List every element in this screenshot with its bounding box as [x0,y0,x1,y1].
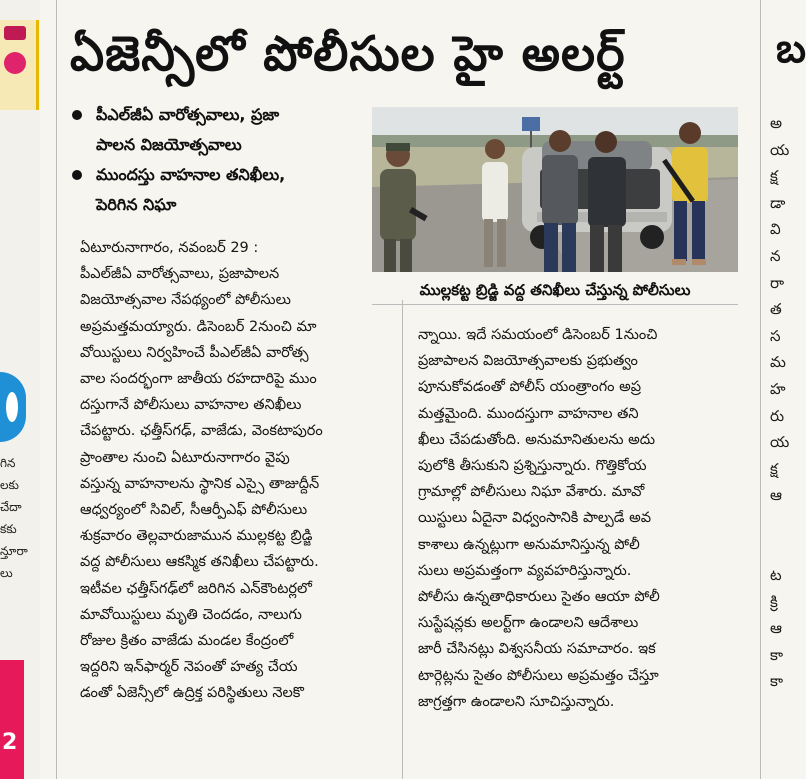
bullet-dot-icon [72,170,82,180]
column-rule-right [760,0,761,779]
article-body-column-1: ఏటూరునాగారం, నవంబర్ 29 : పీఎల్‌జీఏ వారోత్సవాలు, ప్రజాపాలన విజయోత్సవాల నేపథ్యంలో పోలీసులు అప్రమత్తమయ్యారు. డిసెంబర్ 2నుంచి మా వోయిస్టులు నిర్వహించే పీఎల్‌జీఏ వారోత్స వాల సందర్భంగా జాతీయ రహదారిపై ముం దస్తుగానే పోలీసులు వాహనాల తనిఖీలు చేపట్టారు. ఛత్తీస్‌గఢ్, వాజేడు, వెంకటాపురం ప్రాంతాల నుంచి ఏటూరునాగారం వైపు వస్తున్న వాహనాలను స్థానిక ఎస్సై తాజుద్దీన్ ఆధ్వర్యంలో సివిల్, సీఆర్పీఎఫ్ పోలీసులు శుక్రవారం తెల్లవారుజామున ముల్లకట్ట బ్రిడ్జి వద్ద పోలీసులు ఆకస్మిక తనిఖీలు చేపట్టారు. ఇటీవల ఛత్తీస్‌గఢ్‌లో జరిగిన ఎన్‌కౌంటర్లలో మావోయిస్టులు మృతి చెందడం, నాలుగు రోజుల క్రితం వాజేడు మండల కేంద్రంలో ఇద్దరిని ఇన్‌ఫార్మర్ నెపంతో హత్య చేయ డంతో ఏజెన్సీలో ఉద్రిక్త పరిస్థితులు నెలకొ [80,240,323,702]
bullet-text: ముందస్తు వాహనాల తనిఖీలు, పెరిగిన నిఘా [96,165,286,214]
photo-caption: ముల్లకట్ట బ్రిడ్జి వద్ద తనిఖీలు చేస్తున్న పోలీసులు [372,276,738,305]
article-body-column-2: న్నాయి. ఇదే సమయంలో డిసెంబర్ 1నుంచి ప్రజాపాలన విజయోత్సవాలకు ప్రభుత్వం పూనుకోవడంతో పోలీస్ యంత్రాంగం అప్ర మత్తమైంది. ముందస్తుగా వాహనాల తని ఖీలు చేపడుతోంది. అనుమానితులను అదు పులోకి తీసుకుని ప్రశ్నిస్తున్నారు. గొత్తికోయ గ్రామాల్లో పోలీసులు నిఘా వేశారు. మావో యిస్టులు ఏదైనా విధ్వంసానికి పాల్పడే అవ కాశాలు ఉన్నట్లుగా అనుమానిస్తున్న పోలీ సులు అప్రమత్తంగా వ్యవహరిస్తున్నారు. పోలీసు ఉన్నతాధికారులు సైతం ఆయా పోలీ సుస్టేషన్లకు అలర్ట్‌గా ఉండాలని ఆదేశాలు జారీ చేసినట్లు విశ్వసనీయ సమాచారం. ఇక టార్గెట్లను సైతం పోలీసులు అప్రమత్తం చేస్తూ జాగ్రత్తగా ఉండాలని సూచిస్తున్నారు. [418,327,660,710]
left-advert-circle [4,52,26,74]
column-rule-middle [402,300,403,779]
bullet-text: పీఎల్‌జీఏ వారోత్సవాలు, ప్రజా పాలన విజయోత్సవాలు [96,105,280,154]
highlight-bullets [68,100,368,220]
right-column-heading: బ [776,26,806,72]
bullet-item [68,160,368,220]
police-checkpoint-photo [372,107,738,272]
left-adjacent-column [0,0,40,779]
article-headline: ఏజెన్సీలో పోలీసుల హై అలర్ట్ [70,26,626,82]
left-advert-mark [4,26,26,40]
left-advert-block [0,20,39,110]
left-column-text: గిన లకు చేదా కకు న్తూరా లు [0,456,28,580]
bullet-item [68,100,368,160]
left-blue-graphic [0,372,26,442]
right-column-text: అ య క్ష డా వి న రా త స మ హ రు య క్ష ఆ ట క్రి ఆ కా కా [770,114,790,691]
bullet-dot-icon [72,110,82,120]
column-rule-left [56,0,57,779]
right-adjacent-column [768,0,806,779]
news-photo [372,107,738,272]
left-pink-graphic: 2 [0,660,24,779]
